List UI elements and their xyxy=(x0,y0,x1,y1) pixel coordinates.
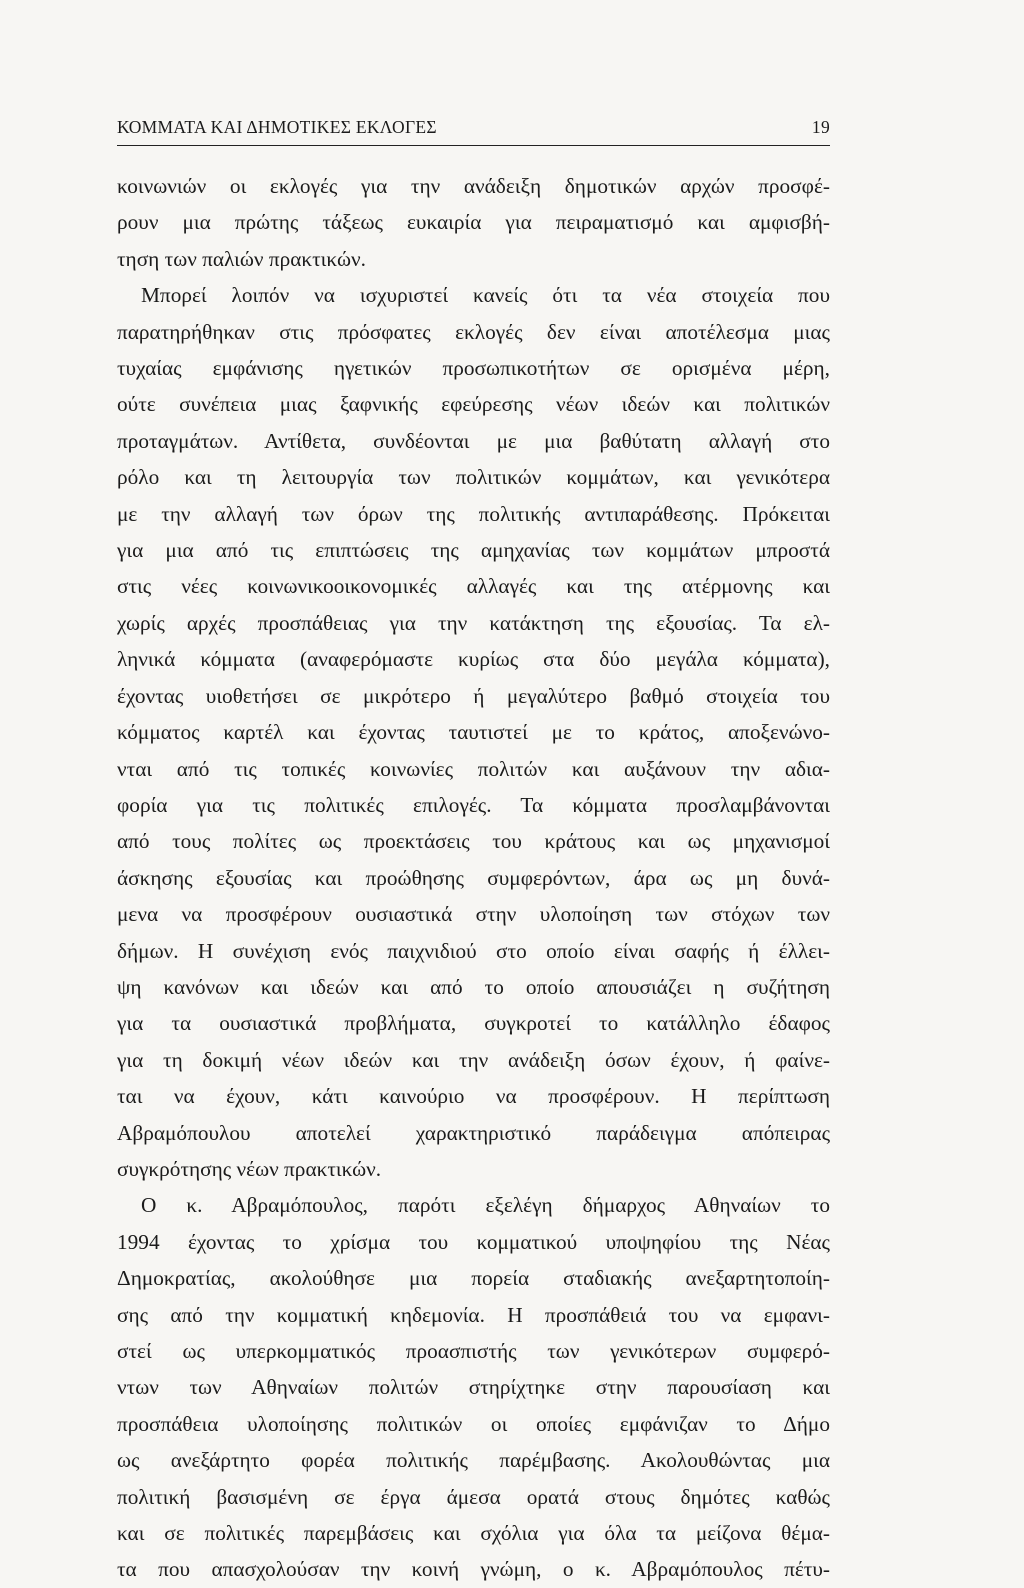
text-line: χωρίς αρχές προσπάθειας για την κατάκτηση της εξουσίας. Τα ελ- xyxy=(117,610,830,635)
text-line: για τη δοκιμή νέων ιδεών και την ανάδειξη όσων έχουν, ή φαίνε- xyxy=(117,1047,830,1072)
text-line: προταγμάτων. Αντίθετα, συνδέονται με μια βαθύτατη αλλαγή στο xyxy=(117,428,830,453)
text-line: μενα να προσφέρουν ουσιαστικά στην υλοποίηση των στόχων των xyxy=(117,902,830,927)
text-line: Δημοκρατίας, ακολούθησε μια πορεία σταδιακής ανεξαρτητοποίη- xyxy=(117,1266,830,1291)
text-line: από τους πολίτες ως προεκτάσεις του κράτους και ως μηχανισμοί xyxy=(117,829,830,854)
paragraph-first-line: Ο κ. Αβραμόπουλος, παρότι εξελέγη δήμαρχος Αθηναίων το xyxy=(141,1193,830,1218)
paragraph-first-line: Μπορεί λοιπόν να ισχυριστεί κανείς ότι τα νέα στοιχεία που xyxy=(141,283,830,308)
text-line: τα που απασχολούσαν την κοινή γνώμη, ο κ. Αβραμόπουλος πέτυ- xyxy=(117,1557,830,1582)
text-line: ρουν μια πρώτης τάξεως ευκαιρία για πειραματισμό και αμφισβή- xyxy=(117,210,830,235)
text-line: φορία για τις πολιτικές επιλογές. Τα κόμματα προσλαμβάνονται xyxy=(117,792,830,817)
text-line: ρόλο και τη λειτουργία των πολιτικών κομμάτων, και γενικότερα xyxy=(117,465,830,490)
text-line: ούτε συνέπεια μιας ξαφνικής εφεύρεσης νέων ιδεών και πολιτικών xyxy=(117,392,830,417)
body-text xyxy=(117,168,830,1588)
text-line: πολιτική βασισμένη σε έργα άμεσα ορατά στους δημότες καθώς xyxy=(117,1484,830,1509)
text-line: ως ανεξάρτητο φορέα πολιτικής παρέμβασης. Ακολουθώντας μια xyxy=(117,1448,830,1473)
text-line: ληνικά κόμματα (αναφερόμαστε κυρίως στα δύο μεγάλα κόμματα), xyxy=(117,647,830,672)
text-line: δήμων. Η συνέχιση ενός παιχνιδιού στο οποίο είναι σαφής ή έλλει- xyxy=(117,938,830,963)
text-line: νται από τις τοπικές κοινωνίες πολιτών και αυξάνουν την αδια- xyxy=(117,756,830,781)
running-title: ΚΟΜΜΑΤΑ ΚΑΙ ΔΗΜΟΤΙΚΕΣ ΕΚΛΟΓΕΣ xyxy=(117,117,437,137)
running-head xyxy=(117,117,830,138)
text-line: και σε πολιτικές παρεμβάσεις και σχόλια για όλα τα μείζονα θέμα- xyxy=(117,1521,830,1546)
text-line: ντων των Αθηναίων πολιτών στηρίχτηκε στην παρουσίαση και xyxy=(117,1375,830,1400)
text-line: παρατηρήθηκαν στις πρόσφατες εκλογές δεν είναι αποτέλεσμα μιας xyxy=(117,319,830,344)
text-line: σης από την κομματική κηδεμονία. Η προσπάθειά του να εμφανι- xyxy=(117,1302,830,1327)
text-line: κοινωνιών οι εκλογές για την ανάδειξη δημοτικών αρχών προσφέ- xyxy=(117,174,830,198)
text-line: 1994 έχοντας το χρίσμα του κομματικού υποψηφίου της Νέας xyxy=(117,1229,830,1254)
text-line: για μια από τις επιπτώσεις της αμηχανίας των κομμάτων μπροστά xyxy=(117,538,830,563)
page-number: 19 xyxy=(811,117,830,137)
text-line: συγκρότησης νέων πρακτικών. xyxy=(117,1156,382,1181)
text-line: στις νέες κοινωνικοοικονομικές αλλαγές και της ατέρμονης και xyxy=(117,574,830,599)
text-line: ψη κανόνων και ιδεών και από το οποίο απουσιάζει η συζήτηση xyxy=(117,974,830,999)
text-line: ται να έχουν, κάτι καινούριο να προσφέρουν. Η περίπτωση xyxy=(117,1084,830,1109)
text-line: με την αλλαγή των όρων της πολιτικής αντιπαράθεσης. Πρόκειται xyxy=(117,501,830,526)
header-rule xyxy=(117,145,830,146)
text-line: Αβραμόπουλου αποτελεί χαρακτηριστικό παράδειγμα απόπειρας xyxy=(117,1120,830,1145)
text-line: τηση των παλιών πρακτικών. xyxy=(117,246,366,271)
text-line: στεί ως υπερκομματικός προασπιστής των γενικότερων συμφερό- xyxy=(117,1339,830,1363)
text-line: προσπάθεια υλοποίησης πολιτικών οι οποίες εμφάνιζαν το Δήμο xyxy=(117,1411,830,1436)
text-line: για τα ουσιαστικά προβλήματα, συγκροτεί το κατάλληλο έδαφος xyxy=(117,1011,830,1036)
text-line: κόμματος καρτέλ και έχοντας ταυτιστεί με το κράτος, αποξενώνο- xyxy=(117,720,830,745)
text-line: έχοντας υιοθετήσει σε μικρότερο ή μεγαλύτερο βαθμό στοιχεία του xyxy=(117,683,830,708)
text-line: τυχαίας εμφάνισης ηγετικών προσωπικοτήτων σε ορισμένα μέρη, xyxy=(117,356,830,381)
text-line: άσκησης εξουσίας και προώθησης συμφερόντων, άρα ως μη δυνά- xyxy=(117,865,830,890)
